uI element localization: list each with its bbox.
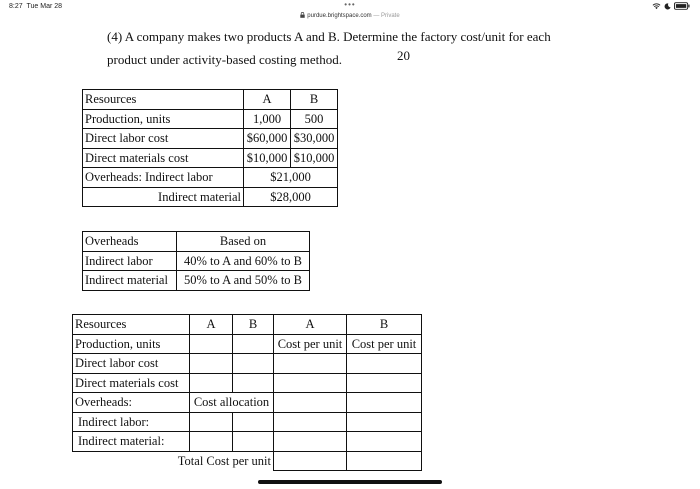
answer-cell[interactable]: [274, 393, 347, 413]
answer-cell[interactable]: [190, 373, 233, 393]
table-cell: A: [244, 90, 291, 110]
table-cell: Cost allocation: [190, 393, 274, 413]
private-label: — Private: [373, 13, 400, 19]
table-cell: Total Cost per unit: [73, 451, 274, 471]
tab-dots-handle[interactable]: •••: [344, 0, 356, 9]
answer-cell[interactable]: [190, 354, 233, 374]
answer-cell[interactable]: [274, 412, 347, 432]
answer-cell[interactable]: [347, 393, 422, 413]
table-cell: 50% to A and 50% to B: [177, 271, 310, 291]
table-cell: Overheads: Indirect labor: [83, 168, 244, 188]
table-cell: $10,000: [291, 148, 338, 168]
table-cell: $21,000: [244, 168, 338, 188]
status-time: 8:27 Tue Mar 28: [9, 3, 63, 10]
answer-cell[interactable]: [347, 451, 422, 471]
table-cell: Indirect labor: [83, 251, 177, 271]
answer-cell[interactable]: [274, 354, 347, 374]
table-cell: Indirect labor:: [73, 412, 190, 432]
table-cell: A: [274, 315, 347, 335]
table-cell: B: [291, 90, 338, 110]
url-text: purdue.brightspace.com: [307, 13, 372, 19]
battery-icon: [674, 2, 690, 10]
table-cell: Resources: [83, 90, 244, 110]
answer-cell[interactable]: [190, 334, 233, 354]
table-cell: Indirect material: [83, 271, 177, 291]
question-line-2: product under activity-based costing method.: [107, 52, 343, 67]
table-row: [83, 168, 338, 188]
lock-icon: [300, 12, 305, 18]
url-bar[interactable]: [0, 12, 700, 19]
table-row: [83, 109, 338, 129]
table-cell: Direct labor cost: [73, 354, 190, 374]
table-row: [83, 232, 310, 252]
table-row: [73, 412, 422, 432]
answer-cell[interactable]: [233, 432, 274, 452]
table-cell: Cost per unit: [347, 334, 422, 354]
answer-cell[interactable]: [274, 451, 347, 471]
overhead-basis-table: [82, 231, 310, 291]
answer-cell[interactable]: [190, 432, 233, 452]
table-row: [83, 129, 338, 149]
table-cell: A: [190, 315, 233, 335]
table-row: [83, 251, 310, 271]
table-cell: Direct labor cost: [83, 129, 244, 149]
answer-cell[interactable]: [274, 432, 347, 452]
table-cell: Overheads:: [73, 393, 190, 413]
answer-cell[interactable]: [233, 354, 274, 374]
table-cell: $28,000: [244, 187, 338, 207]
table-cell: 40% to A and 60% to B: [177, 251, 310, 271]
table-row: [73, 393, 422, 413]
table-cell: B: [347, 315, 422, 335]
table-cell: Resources: [73, 315, 190, 335]
table-row: [83, 271, 310, 291]
table-cell: Cost per unit: [274, 334, 347, 354]
home-indicator[interactable]: [258, 480, 442, 484]
points-value: 20: [397, 48, 410, 63]
answer-cell[interactable]: [233, 373, 274, 393]
answer-cell[interactable]: [190, 412, 233, 432]
table-cell: 500: [291, 109, 338, 129]
table-row: [83, 90, 338, 110]
table-cell: 1,000: [244, 109, 291, 129]
table-cell: Production, units: [83, 109, 244, 129]
table-cell: Production, units: [73, 334, 190, 354]
table-cell: B: [233, 315, 274, 335]
answer-cell[interactable]: [233, 334, 274, 354]
question-line-1: (4) A company makes two products A and B. Determine the factory cost/unit for each: [107, 29, 551, 44]
table-row: [73, 334, 422, 354]
answer-cell[interactable]: [347, 412, 422, 432]
table-row: [73, 451, 422, 471]
table-row: [73, 432, 422, 452]
answer-cell[interactable]: [347, 373, 422, 393]
table-cell: Direct materials cost: [73, 373, 190, 393]
answer-cell[interactable]: [347, 354, 422, 374]
table-row: [73, 354, 422, 374]
table-row: [83, 148, 338, 168]
table-cell: Direct materials cost: [83, 148, 244, 168]
question-text: [107, 25, 551, 71]
status-icons: [652, 2, 690, 10]
table-cell: Indirect material: [83, 187, 244, 207]
table-row: [73, 315, 422, 335]
moon-icon: [664, 3, 671, 10]
answer-cell[interactable]: [274, 373, 347, 393]
table-cell: $10,000: [244, 148, 291, 168]
table-cell: Indirect material:: [73, 432, 190, 452]
answer-cell[interactable]: [233, 412, 274, 432]
answer-table: [72, 314, 422, 471]
table-cell: $30,000: [291, 129, 338, 149]
table-cell: $60,000: [244, 129, 291, 149]
table-cell: Overheads: [83, 232, 177, 252]
table-row: [83, 187, 338, 207]
answer-cell[interactable]: [347, 432, 422, 452]
table-cell: Based on: [177, 232, 310, 252]
table-row: [73, 373, 422, 393]
resources-table: [82, 89, 338, 207]
wifi-icon: [652, 2, 661, 10]
